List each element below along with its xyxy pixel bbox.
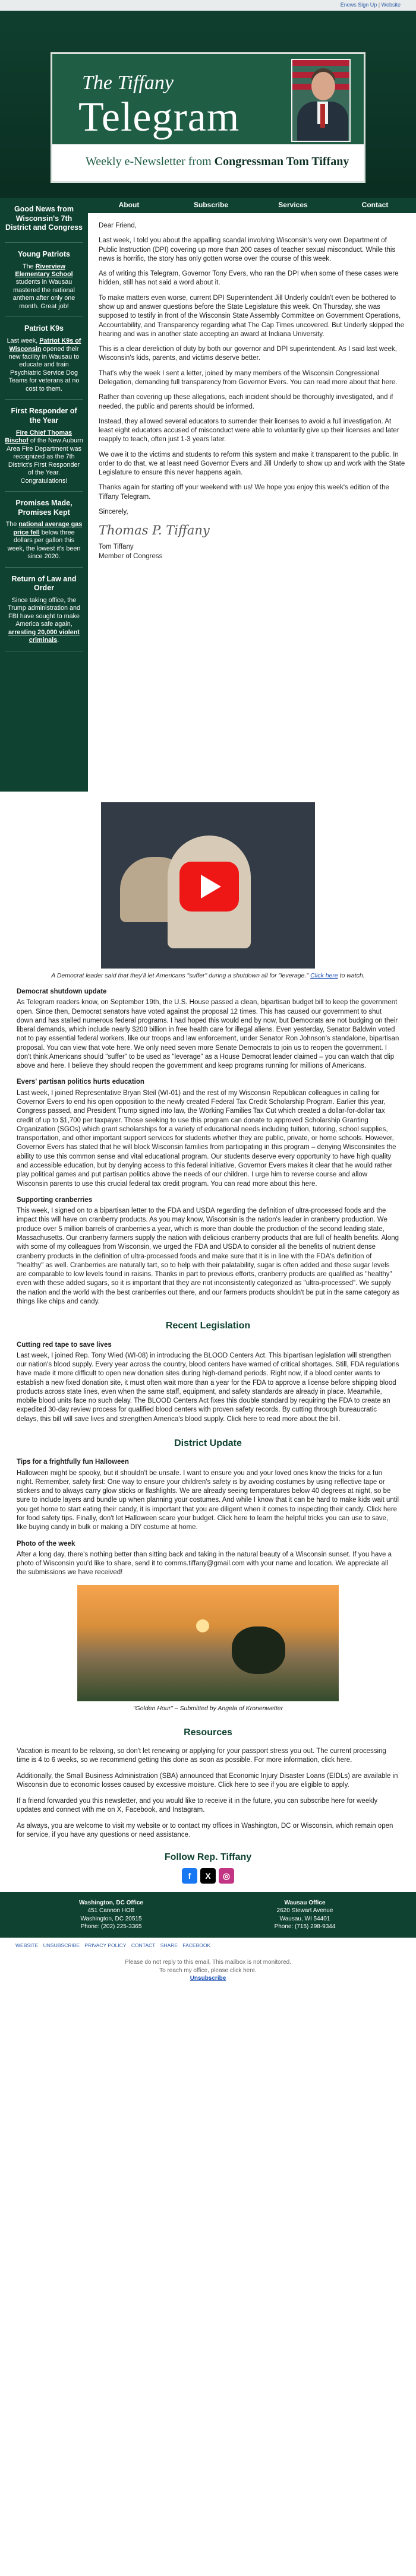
- dc-office: Washington, DC Office 451 Cannon HOB Washington, DC 20515 Phone: (202) 225-3365: [79, 1899, 143, 1930]
- letter-paragraph: That's why the week I sent a letter, joined by many members of the Wisconsin Congressional Delegation, demanding full transparency from Governor Evers. You can read more about that here.: [99, 369, 398, 386]
- letter-paragraph: We owe it to the victims and students to reform this system and make it transparent to the public. In order to do that, we at least need Governor Evers and Jill Underly to show up and work with the State Legislature to ensure this never happens again.: [99, 451, 405, 477]
- play-icon[interactable]: [179, 862, 239, 912]
- sunset-photo: [77, 1585, 339, 1701]
- sidebar-item-promises: Promises Made, Promises Kept The national average gas price fell below three dollars per gallon this week, the lowest it's been since 2020.: [5, 492, 83, 568]
- photo-week-body: After a long day, there's nothing better than sitting back and taking in the natural beauty of a Wisconsin sunset. If you have a photo of Wisconsin you'd like to share, send it to comms.tiffany@gmail.com with your name and location. We appreciate all the submissions we have received!: [17, 1550, 392, 1577]
- masthead-title-small: The Tiffany: [82, 72, 174, 94]
- sidebar-item-patriot-k9s: Patriot K9s Last week, Patriot K9s of Wisconsin opened their new facility in Wausau to educate and train Psychiatric Service Dog Teams for veterans at no cost to them.: [5, 317, 83, 400]
- main-column: [88, 198, 416, 792]
- photo-week-title: Photo of the week: [17, 1540, 75, 1548]
- recent-legislation-heading: Recent Legislation: [165, 1321, 251, 1331]
- video-thumbnail[interactable]: [101, 802, 315, 969]
- signature: Thomas P. Tiffany: [99, 523, 210, 538]
- fire-chief-link[interactable]: Fire Chief Thomas Bischof: [5, 429, 73, 445]
- patriot-k9s-link[interactable]: Patriot K9s of Wisconsin: [9, 337, 81, 353]
- footer-link[interactable]: FACEBOOK: [182, 1942, 211, 1949]
- resources-paragraph: Vacation is meant to be relaxing, so don't let renewing or applying for your passport stress you out. The current processing time is 4 to 6 weeks, so we recommend getting this done as soon as possible. For more information, click here.: [17, 1747, 386, 1764]
- letter: [88, 213, 416, 566]
- article: Evers' partisan politics hurts education Last week, I joined Representative Bryan Steil (WI-01) and the rest of my Wisconsin Republican colleagues in calling for Governor Evers to end his open opposition to the newly created Federal Tax Credit Scholarship Program. Earlier this year, Congress passed, and President Trump signed into law, the Working Families Tax Cut which created a dollar-for-dollar tax credit of up to $1,700 per taxpayer. Those seeking to use this program can donate to approved Scholarship Granting Organization (SGOs) which grant scholarships for a variety of educational needs including tuition, tutoring, school supplies, transportation, and other important support services for students whether they are public, private, or home schools. However, Governor Evers has stated that he will block Wisconsin families from participating in this program – denying Wisconsinites the ability to use this common sense and vital educational program. Our students deserve every opportunity to have high quality and accessible education, but by denying access to this federal initiative, Governor Evers makes it clear that he would rather play political games and put partisan politics above the needs of our children. I urge him to reverse course and allow Wisconsin parents to use this crucial federal tax credit program. You can read more about this here.: [17, 1078, 396, 1188]
- footer-link[interactable]: SHARE: [160, 1942, 178, 1949]
- signer-name: Tom Tiffany: [99, 543, 134, 551]
- nav-contact[interactable]: Contact: [361, 201, 389, 209]
- closing: Sincerely,: [99, 508, 128, 516]
- top-nav: [88, 198, 416, 213]
- instagram-icon[interactable]: ◎: [219, 1868, 234, 1884]
- sidebar-item-young-patriots: Young Patriots The Riverview Elementary School students in Wausau mastered the national anthem after only one month. Great job!: [5, 243, 83, 318]
- letter-paragraph: Last week, I told you about the appalling scandal involving Wisconsin's very own Department of Public Instruction (DPI) covering up more than 200 cases of teacher sexual misconduct. While this news is horrific, the story has only gotten worse over the course of this week.: [99, 237, 396, 262]
- footer-link[interactable]: PRIVACY POLICY: [84, 1942, 127, 1949]
- resources-heading: Resources: [184, 1727, 232, 1738]
- congressman-photo: [291, 59, 351, 142]
- gas-price-link[interactable]: national average gas price fell: [13, 521, 83, 536]
- letter-paragraph: Rather than covering up these allegations, each incident should be thoroughly investigated, and if needed, the public and parents should be informed.: [99, 394, 393, 410]
- watch-link[interactable]: Click here: [310, 972, 338, 979]
- unsubscribe-link[interactable]: Unsubscribe: [190, 1974, 226, 1982]
- footer-link[interactable]: UNSUBSCRIBE: [43, 1942, 80, 1949]
- letter-paragraph: As of writing this Telegram, Governor Tony Evers, who ran the DPI when some of these cases were hidden, still has not said a word about it.: [99, 270, 399, 287]
- nav-services[interactable]: Services: [278, 201, 308, 209]
- sidebar: [0, 198, 88, 792]
- facebook-icon[interactable]: f: [182, 1868, 197, 1884]
- riverview-link[interactable]: Riverview Elementary School: [15, 262, 73, 278]
- follow-heading: Follow Rep. Tiffany: [164, 1852, 252, 1862]
- nav-about[interactable]: About: [118, 201, 140, 209]
- article: Supporting cranberries This week, I signed on to a bipartisan letter to the FDA and USDA regarding the definition of ultra-processed foods and the impact this will have on cranberry products. As you may know, Wisconsin is the nation's leader in cranberry production. We produce over 5 million barrels of cranberries a year, which is more than double the production of the second leading state, Massachusetts. Our cranberry farmers supply the nation with delicious cranberry products that are full of health benefits. Along with some of my colleagues from Wisconsin, we urged the FDA and USDA to consider all the benefits of nutrient dense cranberry products in the definition of ultra-processed foods and make sure that it is in line with the FDA's definition of "healthy" as well. Cranberries are naturally tart, so to help with their palatability, sugar is often added and these sugar levels are comparable to low levels found in raisins. Thanks in part to previous efforts, cranberry products are qualified as "healthy" even with these added sugars, so it is important that they are not inconsistently categorized as "ultra-processed". We supply the nation and the world with the best cranberries out there, and our farmers products shouldn't be put in the same category as things like chips and candy.: [17, 1196, 400, 1305]
- letter-paragraph: Thanks again for starting off your weekend with us! We hope you enjoy this week's edition of the Tiffany Telegram.: [99, 484, 389, 501]
- halloween-title: Tips for a frightfully fun Halloween: [17, 1458, 129, 1466]
- website-link[interactable]: Website: [381, 2, 401, 8]
- district-update-heading: District Update: [174, 1438, 242, 1449]
- letter-paragraph: This is a clear dereliction of duty by both our governor and DPI superintendent. As I said last week, Wisconsin's kids, parents, and victims deserve better.: [99, 346, 397, 362]
- sidebar-item-law-order: Return of Law and Order Since taking office, the Trump administration and FBI have sought to make America safe again, arresting 20,000 violent criminals.: [5, 568, 83, 651]
- x-icon[interactable]: X: [200, 1868, 216, 1884]
- arrests-link[interactable]: arresting 20,000 violent criminals: [8, 628, 80, 644]
- video-caption: A Democrat leader said that they'll let Americans "suffer" during a shutdown all for "leverage." Click here to watch.: [51, 972, 365, 979]
- footer-link[interactable]: CONTACT: [131, 1942, 156, 1949]
- resources-paragraph: If a friend forwarded you this newsletter, and you would like to receive it in the future, you can subscribe here for weekly updates and connect with me on X, Facebook, and Instagram.: [17, 1797, 378, 1814]
- letter-paragraph: Instead, they allowed several educators to surrender their licenses to avoid a full investigation. At least eight educators accused of misconduct were able to voluntarily give up their licenses and later reapply to teach, often just 1-3 years later.: [99, 417, 399, 444]
- footer-link[interactable]: WEBSITE: [15, 1942, 39, 1949]
- greeting: Dear Friend,: [99, 222, 137, 229]
- offices: [0, 1892, 416, 1938]
- masthead-subtitle: Weekly e-Newsletter from Congressman Tom Tiffany: [86, 155, 349, 168]
- halloween-body: Halloween might be spooky, but it shouldn't be unsafe. I want to ensure you and your loved ones know the tricks for a fun night. Remember, safety first: One way to ensure your children's safety is by avoiding costumes by using reflective tape or stickers and to always carry glow sticks or flashlights. We are already seeing temperatures below 40 degrees at night, so be sure to include layers and bundle up when planning your costumes. And while I know that it can be hard to make kids wait until you get home to start eating their candy, it is important that you are diligent when it comes to inspecting their candy. Click here for food safety tips. Finally, don't let Halloween scare your budget. Click here to learn the helpful tricks you can use to save, like buying candy in bulk or making a DIY costume at home.: [17, 1469, 399, 1531]
- legislation-body: Last week, I joined Rep. Tony Wied (WI-08) in introducing the BLOOD Centers Act. This bipartisan legislation will strengthen our nation's blood supply. Every year across the country, blood centers have warned of critical shortages. Still, FDA regulations have made it more difficult to open new donation sites during high-demand periods. Right now, if a blood center wants to establish a new fixed donation site, it must often wait more than a year for the FDA to approve a license before shipping blood products across state lines, even when the same staff, equipment, and safety standards are already in place. Meanwhile, mobile blood units face no such delay. The BLOOD Centers Act fixes this double standard by requiring the FDA to create an expedited 30-day review process for qualified blood centers with proven safety records. By cutting through bureaucratic delays, this bill will save lives and strengthen America's blood supply. Click here to read more about the bill.: [17, 1352, 399, 1423]
- social-icons: [17, 1868, 399, 1884]
- header: [0, 11, 416, 198]
- nav-subscribe[interactable]: Subscribe: [193, 201, 229, 209]
- masthead-title-big: Telegram: [78, 94, 240, 140]
- article: Democrat shutdown update As Telegram readers know, on September 19th, the U.S. House passed a clean, bipartisan budget bill to keep the government open. Since then, Democrat senators have voted against the proposal 12 times. This has caused our government to shut down and has stalled numerous federal programs. I had hoped this would end by now, but Democrats are not budging on their liberal demands, which include nearly $200 billion in free health care for illegal aliens. Even yesterday, Senator Baldwin voted not to pay essential federal workers, like our troops and law enforcement, under Senator Ron Johnson's standalone, bipartisan proposal. You can view that vote here. We only need seven more Senate Democrats to join us to reopen the government. I don't think Americans should "suffer" to be used as "leverage" as a House Democrat leader claimed – you can watch that clip above and here. I believe they should reopen the government and keep programs running for millions of Americans.: [17, 988, 399, 1070]
- letter-paragraph: To make matters even worse, current DPI Superintendent Jill Underly couldn't even be bothered to show up and answer questions before the State Legislature this week. On Thursday, she was supposed to testify in front of the Wisconsin State Assembly Committee on Government Operations, Accountability, and Transparency regarding what The Cap Times uncovered. But Underly skipped the hearing and was in another state accepting an award at Indiana University.: [99, 294, 405, 338]
- top-links-bar: Enews Sign Up | Website: [0, 0, 416, 11]
- legislation-title: Cutting red tape to save lives: [17, 1341, 112, 1349]
- masthead: [51, 52, 365, 183]
- resources-paragraph: Additionally, the Small Business Administration (SBA) announced that Economic Injury Disaster Loans (EIDLs) are available in Wisconsin due to economic losses caused by excessive moisture. Click here to see if you are eligible to apply.: [17, 1772, 398, 1789]
- fine-print: Please do not reply to this email. This mailbox is not monitored. To reach my office, please click here. Unsubscribe: [125, 1959, 291, 1982]
- signer-role: Member of Congress: [99, 552, 163, 560]
- wausau-office: Wausau Office 2620 Stewart Avenue Wausau, WI 54401 Phone: (715) 298-9344: [274, 1899, 336, 1930]
- enews-signup-link[interactable]: Enews Sign Up: [340, 2, 377, 8]
- resources-paragraph: As always, you are welcome to visit my website or to contact my offices in Washington, DC or Wisconsin, which remain open for service, if you have any questions or need assistance.: [17, 1822, 393, 1839]
- sidebar-intro: Good News from Wisconsin's 7th District and Congress: [5, 198, 83, 243]
- photo-caption: "Golden Hour" – Submitted by Angela of Kronenwetter: [133, 1704, 283, 1712]
- footer-links: [0, 1938, 416, 1954]
- sidebar-item-first-responder: First Responder of the Year Fire Chief Thomas Bischof of the New Auburn Area Fire Department was recognized as the 7th District's First Responder of the Year. Congratulations!: [5, 400, 83, 492]
